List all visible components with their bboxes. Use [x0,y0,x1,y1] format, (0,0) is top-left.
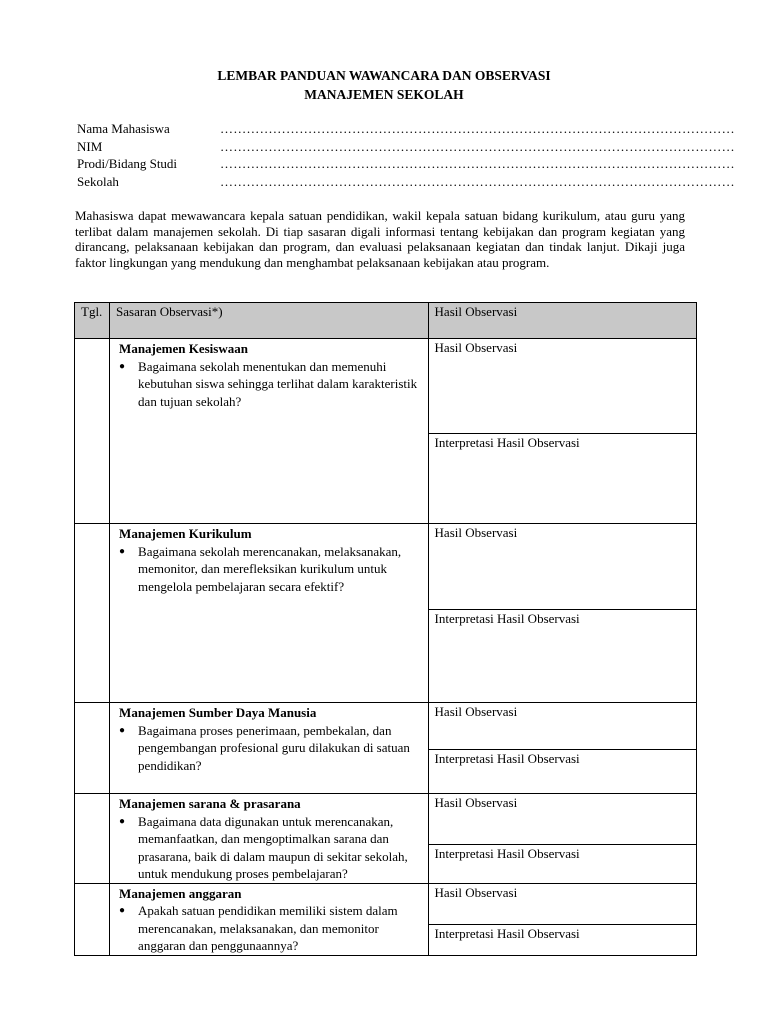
table-row [75,703,697,794]
intro-paragraph: Mahasiswa dapat mewawancara kepala satuan pendidikan, wakil kepala satuan bidang kurikulum, atau guru yang terlibat dalam manajemen sekolah. Di tiap sasaran digali informasi tentang kebijakan dan program kegiatan yang dirancang, pelaksanaan kebijakan dan program, dan evaluasi pelaksanaan kegiatan dan tindak lanjut. Dikaji juga faktor lingkungan yang mendukung dan menghambat pelaksanaan kebijakan atau program. [75,208,685,270]
sasaran-question: ● Bagaimana sekolah merencanakan, melaksanakan, memonitor, dan merefleksikan kurikulum untuk mengelola pembelajaran secara efektif? [119,543,422,596]
sasaran-question: ● Bagaimana proses penerimaan, pembekalan, dan pengembangan profesional guru dilakukan di satuan pendidikan? [119,722,422,775]
interpretasi-box: Interpretasi Hasil Observasi [429,433,696,523]
sasaran-title: Manajemen anggaran [119,885,242,901]
sasaran-cell [110,883,429,955]
table-row [75,339,697,524]
table-row [75,524,697,703]
header-hasil [428,303,696,339]
identity-row-prodi [77,156,735,174]
sasaran-title: Manajemen Sumber Daya Manusia [119,705,317,720]
sasaran-title: Manajemen Kurikulum [119,526,252,541]
document-title-line2: MANAJEMEN SEKOLAH [304,87,464,102]
interpretasi-box: Interpretasi Hasil Observasi [429,924,696,955]
sasaran-question: ● Apakah satuan pendidikan memiliki sistem dalam merencanakan, melaksanakan, dan memonitor anggaran dan penggunaannya? [119,902,422,955]
fill-line-prodi: ……………………………………………………………………………………………………… [220,156,735,171]
fill-line-nama: ……………………………………………………………………………………………………… [220,121,735,136]
sasaran-title: Manajemen Kesiswaan [119,341,248,356]
sasaran-cell [110,339,429,524]
tgl-cell [75,883,110,955]
header-sasaran-label: Sasaran Observasi*) [116,304,223,319]
interpretasi-box: Interpretasi Hasil Observasi [429,844,696,883]
identity-row-nama [77,121,735,139]
hasil-cell [428,883,696,955]
document-title-line1: LEMBAR PANDUAN WAWANCARA DAN OBSERVASI [217,68,551,83]
header-sasaran [110,303,429,339]
table-row [75,883,697,955]
observation-table [74,302,697,956]
hasil-cell [428,703,696,794]
sasaran-cell [110,524,429,703]
label-prodi: Prodi/Bidang Studi [77,156,178,171]
identity-block [77,121,735,191]
label-sekolah: Sekolah [77,173,119,189]
hasil-observasi-box: Hasil Observasi [434,340,518,355]
tgl-cell [75,339,110,524]
sasaran-question: ● Bagaimana sekolah menentukan dan memenuhi kebutuhan siswa sehingga terlihat dalam karakteristik dan tujuan sekolah? [119,358,422,411]
tgl-cell [75,703,110,794]
label-nama-mahasiswa: Nama Mahasiswa [77,121,170,136]
identity-row-sekolah [77,173,735,192]
interpretasi-box: Interpretasi Hasil Observasi [429,749,696,793]
header-hasil-label: Hasil Observasi [434,304,518,319]
sasaran-question: ● Bagaimana data digunakan untuk merencanakan, memanfaatkan, dan mengoptimalkan sarana dan prasarana, baik di dalam maupun di sekitar sekolah, untuk mendukung proses pembelajaran? [119,813,422,883]
sasaran-cell [110,703,429,794]
header-tgl-label: Tgl. [81,304,103,319]
identity-row-nim [77,138,735,157]
tgl-cell [75,794,110,884]
fill-line-nim: ……………………………………………………………………………………………………… [220,138,735,154]
sasaran-title: Manajemen sarana & prasarana [119,796,301,811]
hasil-cell [428,524,696,703]
hasil-observasi-box: Hasil Observasi [434,884,518,900]
hasil-observasi-box: Hasil Observasi [434,525,518,540]
hasil-cell [428,339,696,524]
interpretasi-box: Interpretasi Hasil Observasi [429,609,696,702]
fill-line-sekolah: ……………………………………………………………………………………………………… [220,173,735,189]
table-row [75,794,697,884]
hasil-cell [428,794,696,884]
tgl-cell [75,524,110,703]
table-header-row [75,303,697,339]
sasaran-cell [110,794,429,884]
hasil-observasi-box: Hasil Observasi [434,795,518,810]
header-tgl [75,303,110,339]
label-nim: NIM [77,138,103,154]
hasil-observasi-box: Hasil Observasi [434,704,518,719]
